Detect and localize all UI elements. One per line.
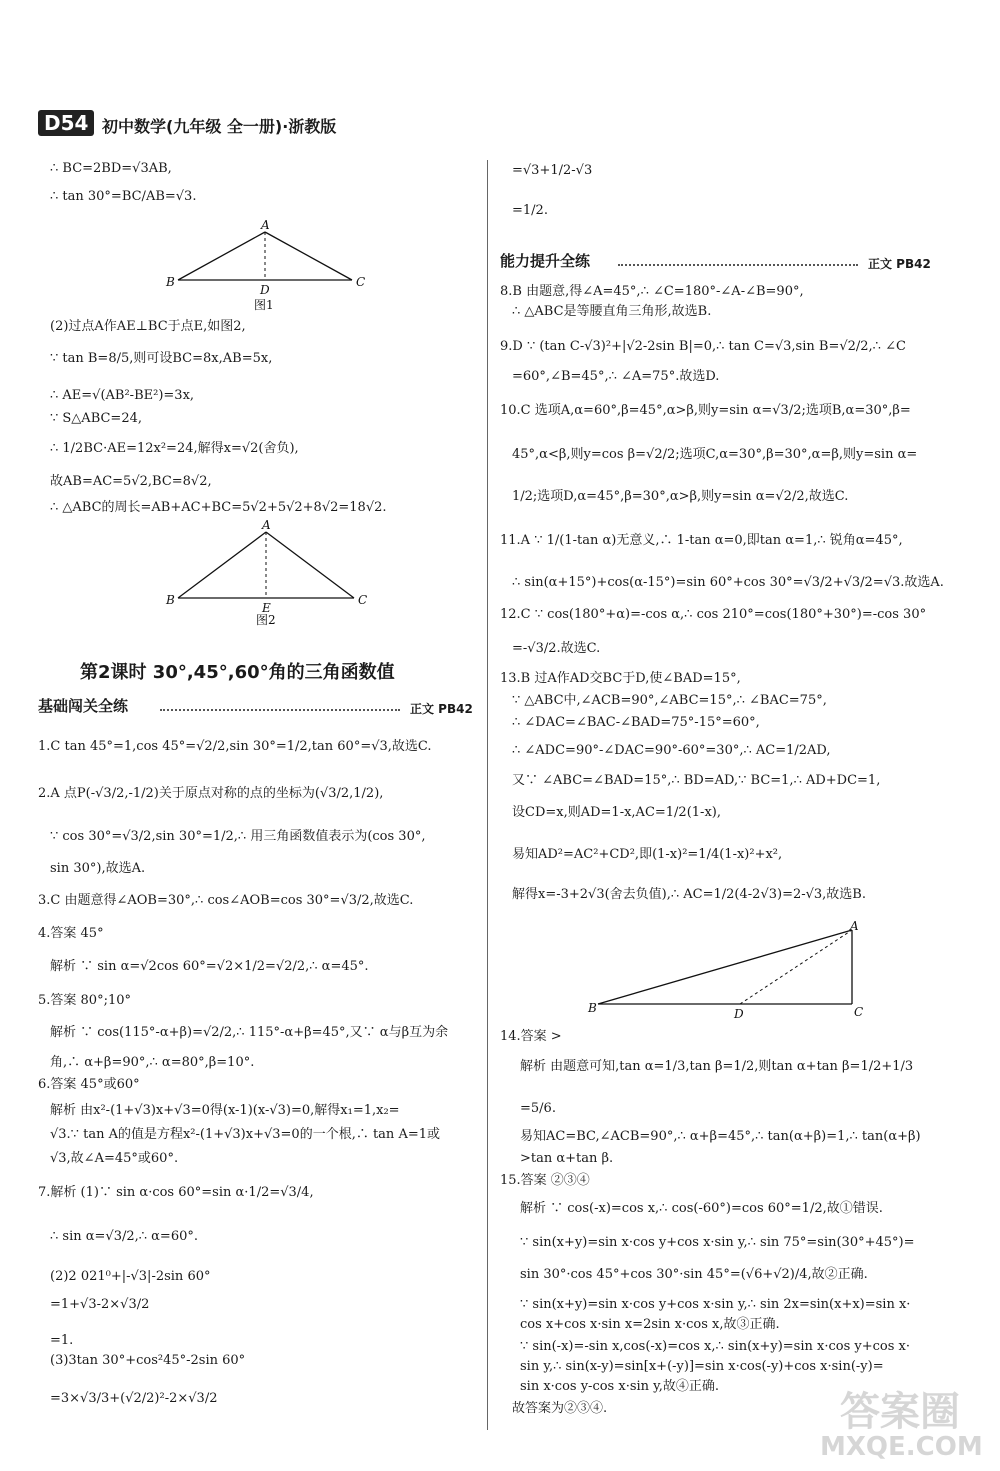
fig1-label-d: D: [260, 283, 270, 297]
left-line: ∴ △ABC的周长=AB+AC+BC=5√2+5√2+8√2=18√2.: [50, 500, 387, 515]
fig3-label-d: D: [734, 1007, 744, 1021]
fig2-label-a: A: [262, 520, 271, 532]
answer-line: (2)2 021⁰+|-√3|-2sin 60°: [50, 1269, 211, 1284]
answer-line: ∵ sin(x+y)=sin x·cos y+cos x·sin y,∴ sin 75°=sin(30°+45°)=: [520, 1235, 915, 1250]
answer-line: 8.B 由题意,得∠A=45°,∴ ∠C=180°-∠A-∠B=90°,: [500, 284, 804, 299]
answer-line: ∵ △ABC中,∠ACB=90°,∠ABC=15°,∴ ∠BAC=75°,: [512, 693, 827, 708]
answer-line: 7.解析 (1)∵ sin α·cos 60°=sin α·1/2=√3/4,: [38, 1185, 314, 1200]
right-line: =1/2.: [512, 203, 548, 218]
answer-line: ∵ sin(-x)=-sin x,cos(-x)=cos x,∴ sin(x+y)=sin x·cos y+cos x·: [520, 1339, 910, 1354]
answer-line: =1.: [50, 1333, 74, 1348]
fig2-caption: 图2: [256, 613, 276, 627]
figure-3: [580, 918, 880, 1028]
left-line: 故AB=AC=5√2,BC=8√2,: [50, 474, 212, 489]
column-divider: [487, 160, 488, 1430]
answer-line: 故答案为②③④.: [512, 1401, 608, 1416]
answer-line: 14.答案 >: [500, 1029, 562, 1044]
section-dots: [160, 709, 400, 711]
answer-line: 2.A 点P(-√3/2,-1/2)关于原点对称的点的坐标为(√3/2,1/2),: [38, 786, 384, 801]
answer-line: 又∵ ∠ABC=∠BAD=15°,∴ BD=AD,∵ BC=1,∴ AD+DC=1,: [512, 773, 881, 788]
answer-line: cos x+cos x·sin x=2sin x·cos x,故③正确.: [520, 1317, 780, 1332]
fig2-label-b: B: [166, 593, 175, 607]
fig1-label-a: A: [261, 220, 270, 232]
left-line: ∴ 1/2BC·AE=12x²=24,解得x=√2(舍负),: [50, 441, 299, 456]
answer-line: 13.B 过A作AD交BC于D,使∠BAD=15°,: [500, 671, 741, 686]
answer-line: 解析 ∵ cos(115°-α+β)=√2/2,∴ 115°-α+β=45°,又∵ α与β互为余: [50, 1025, 449, 1040]
left-line: ∵ tan B=8/5,则可设BC=8x,AB=5x,: [50, 351, 273, 366]
book-title: 初中数学(九年级 全一册)·浙教版: [102, 117, 337, 136]
answer-line: ∴ △ABC是等腰直角三角形,故选B.: [512, 304, 712, 319]
answer-line: 解得x=-3+2√3(舍去负值),∴ AC=1/2(4-2√3)=2-√3,故选B.: [512, 887, 866, 902]
answer-line: =3×√3/3+(√2/2)²-2×√3/2: [50, 1391, 218, 1406]
fig3-label-c: C: [854, 1005, 864, 1019]
answer-line: 易知AD²=AC²+CD²,即(1-x)²=1/4(1-x)²+x²,: [512, 847, 783, 862]
watermark-logo: 答案圈: [840, 1389, 960, 1435]
answer-line: 解析 由x²-(1+√3)x+√3=0得(x-1)(x-√3)=0,解得x₁=1,x₂=: [50, 1103, 400, 1118]
answer-line: 12.C ∵ cos(180°+α)=-cos α,∴ cos 210°=cos(180°+30°)=-cos 30°: [500, 607, 927, 622]
answer-line: =5/6.: [520, 1101, 556, 1116]
answer-line: =-√3/2.故选C.: [512, 641, 601, 656]
watermark-url: MXQE.COM: [820, 1432, 983, 1462]
fig3-label-a: A: [850, 919, 859, 933]
section-ref: 正文 PB42: [410, 702, 473, 716]
answer-line: 易知AC=BC,∠ACB=90°,∴ α+β=45°,∴ tan(α+β)=1,∴ tan(α+β): [520, 1129, 921, 1144]
left-line: ∵ S△ABC=24,: [50, 411, 143, 426]
fig1-caption: 图1: [254, 298, 274, 312]
answer-line: 5.答案 80°;10°: [38, 993, 131, 1008]
answer-line: 角,∴ α+β=90°,∴ α=80°,β=10°.: [50, 1055, 255, 1070]
lesson-title: 第2课时 30°,45°,60°角的三角函数值: [80, 662, 395, 683]
fig2-label-c: C: [358, 593, 368, 607]
section-title-basic: 基础闯关全练: [38, 697, 129, 715]
answer-line: ∴ sin(α+15°)+cos(α-15°)=sin 60°+cos 30°=√3/2+√3/2=√3.故选A.: [512, 575, 944, 590]
left-line: (2)过点A作AE⊥BC于点E,如图2,: [50, 319, 246, 334]
fig2-label-e: E: [262, 601, 271, 615]
figure-2: [160, 520, 380, 630]
page-number-badge: D54: [38, 110, 94, 136]
answer-line: 10.C 选项A,α=60°,β=45°,α>β,则y=sin α=√3/2;选项B,α=30°,β=: [500, 403, 911, 418]
answer-line: >tan α+tan β.: [520, 1151, 614, 1166]
answer-line: √3.∵ tan A的值是方程x²-(1+√3)x+√3=0的一个根,∴ tan A=1或: [50, 1127, 440, 1142]
fig1-label-c: C: [356, 275, 366, 289]
answer-line: ∵ sin(x+y)=sin x·cos y+cos x·sin y,∴ sin 2x=sin(x+x)=sin x·: [520, 1297, 911, 1312]
left-line: ∴ AE=√(AB²-BE²)=3x,: [50, 388, 195, 403]
answer-line: (3)3tan 30°+cos²45°-2sin 60°: [50, 1353, 246, 1368]
right-line: =√3+1/2-√3: [512, 163, 593, 178]
answer-line: 15.答案 ②③④: [500, 1173, 590, 1188]
answer-line: 11.A ∵ 1/(1-tan α)无意义,∴ 1-tan α=0,即tan α=1,∴ 锐角α=45°,: [500, 533, 903, 548]
answer-line: sin x·cos y-cos x·sin y,故④正确.: [520, 1379, 720, 1394]
section-ref: 正文 PB42: [868, 257, 931, 271]
left-line: ∴ BC=2BD=√3AB,: [50, 161, 172, 176]
answer-line: ∴ sin α=√3/2,∴ α=60°.: [50, 1229, 198, 1244]
answer-line: sin 30°·cos 45°+cos 30°·sin 45°=(√6+√2)/4,故②正确.: [520, 1267, 868, 1282]
fig3-label-b: B: [588, 1001, 597, 1015]
section-dots: [618, 264, 858, 266]
fig1-label-b: B: [166, 275, 175, 289]
answer-line: 解析 由题意可知,tan α=1/3,tan β=1/2,则tan α+tan β=1/2+1/3: [520, 1059, 914, 1074]
answer-line: =60°,∠B=45°,∴ ∠A=75°.故选D.: [512, 369, 720, 384]
section-title-advanced: 能力提升全练: [500, 252, 591, 270]
answer-line: =1+√3-2×√3/2: [50, 1297, 150, 1312]
answer-line: 1/2;选项D,α=45°,β=30°,α>β,则y=sin α=√2/2,故选C.: [512, 489, 849, 504]
answer-line: 6.答案 45°或60°: [38, 1077, 140, 1092]
answer-line: sin 30°),故选A.: [50, 861, 146, 876]
answer-line: 解析 ∵ cos(-x)=cos x,∴ cos(-60°)=cos 60°=1/2,故①错误.: [520, 1201, 883, 1216]
answer-line: √3,故∠A=45°或60°.: [50, 1151, 179, 1166]
answer-line: 4.答案 45°: [38, 926, 104, 941]
answer-line: ∵ cos 30°=√3/2,sin 30°=1/2,∴ 用三角函数值表示为(cos 30°,: [50, 829, 426, 844]
answer-line: 设CD=x,则AD=1-x,AC=1/2(1-x),: [512, 805, 721, 820]
answer-line: sin y,∴ sin(x-y)=sin[x+(-y)]=sin x·cos(-y)+cos x·sin(-y)=: [520, 1359, 884, 1374]
left-line: ∴ tan 30°=BC/AB=√3.: [50, 189, 197, 204]
answer-line: 9.D ∵ (tan C-√3)²+|√2-2sin B|=0,∴ tan C=√3,sin B=√2/2,∴ ∠C: [500, 339, 906, 354]
answer-line: 1.C tan 45°=1,cos 45°=√2/2,sin 30°=1/2,tan 60°=√3,故选C.: [38, 739, 432, 754]
answer-line: 解析 ∵ sin α=√2cos 60°=√2×1/2=√2/2,∴ α=45°.: [50, 959, 369, 974]
answer-line: ∴ ∠DAC=∠BAC-∠BAD=75°-15°=60°,: [512, 715, 760, 730]
answer-line: 45°,α<β,则y=cos β=√2/2;选项C,α=30°,β=30°,α=β,则y=sin α=: [512, 447, 918, 462]
answer-line: 3.C 由题意得∠AOB=30°,∴ cos∠AOB=cos 30°=√3/2,故选C.: [38, 893, 414, 908]
answer-line: ∴ ∠ADC=90°-∠DAC=90°-60°=30°,∴ AC=1/2AD,: [512, 743, 831, 758]
